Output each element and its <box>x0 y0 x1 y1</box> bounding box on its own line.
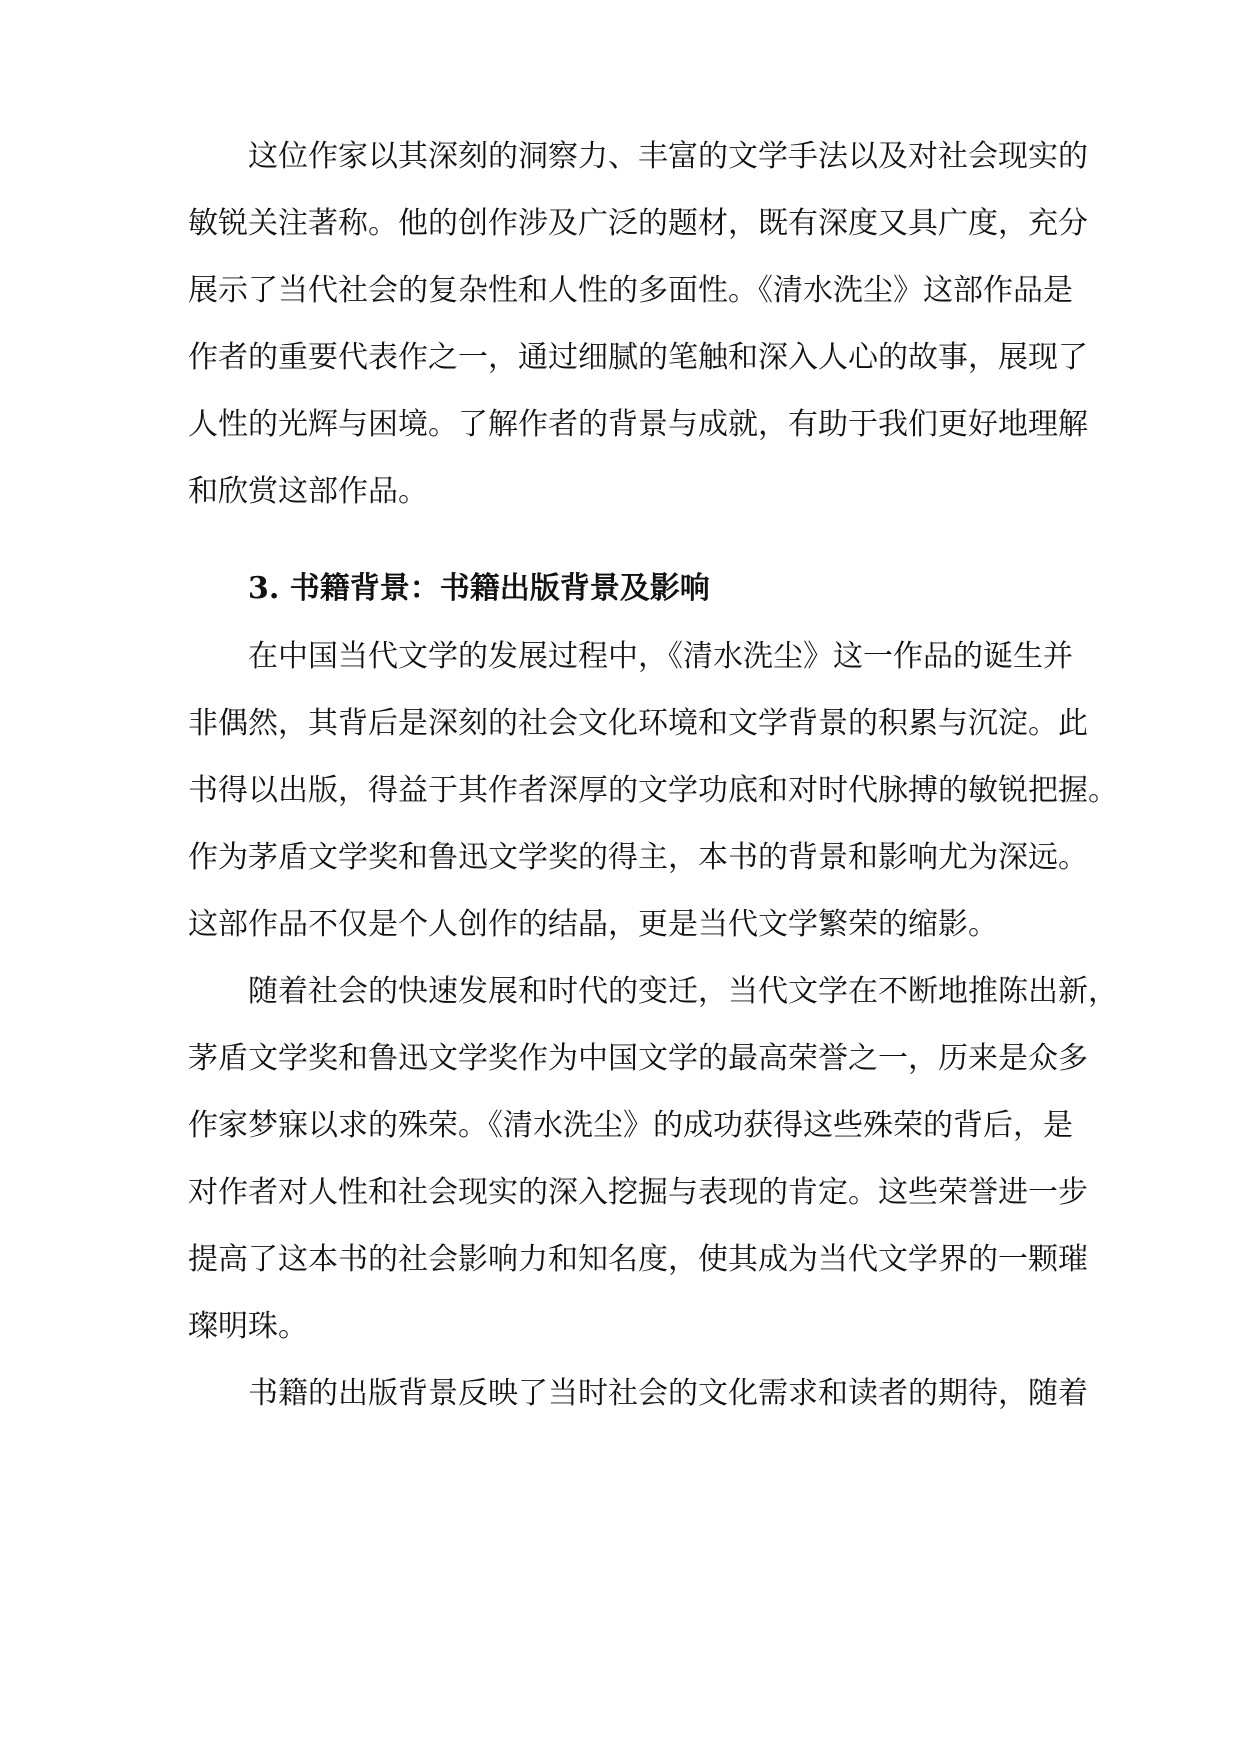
text-line: 人性的光辉与困境。了解作者的背景与成就，有助于我们更好地理解 <box>188 407 1088 442</box>
text-line: 提高了这本书的社会影响力和知名度，使其成为当代文学界的一颗璀 <box>188 1242 1088 1277</box>
text-line: 作家梦寐以求的殊荣。《清水洗尘》的成功获得这些殊荣的背后，是 <box>188 1108 1073 1143</box>
text-line: 展示了当代社会的复杂性和人性的多面性。《清水洗尘》这部作品是 <box>188 273 1073 308</box>
text-line: 对作者对人性和社会现实的深入挖掘与表现的肯定。这些荣誉进一步 <box>188 1175 1088 1210</box>
text-line: 这部作品不仅是个人创作的结晶，更是当代文学繁荣的缩影。 <box>188 907 998 942</box>
text-line: 璨明珠。 <box>188 1309 308 1344</box>
text-line: 在中国当代文学的发展过程中，《清水洗尘》这一作品的诞生并 <box>248 639 1073 674</box>
text-line: 书得以出版，得益于其作者深厚的文学功底和对时代脉搏的敏锐把握。 <box>188 773 1118 808</box>
text-line: 随着社会的快速发展和时代的变迁，当代文学在不断地推陈出新， <box>248 974 1118 1009</box>
text-line: 和欣赏这部作品。 <box>188 474 428 509</box>
text-line: 敏锐关注著称。他的创作涉及广泛的题材，既有深度又具广度，充分 <box>188 206 1088 241</box>
text-line: 这位作家以其深刻的洞察力、丰富的文学手法以及对社会现实的 <box>248 139 1088 174</box>
text-line: 非偶然，其背后是深刻的社会文化环境和文学背景的积累与沉淀。此 <box>188 706 1088 741</box>
text-line: 作者的重要代表作之一，通过细腻的笔触和深入人心的故事，展现了 <box>188 340 1088 375</box>
section-heading: 3. 书籍背景：书籍出版背景及影响 <box>248 571 710 606</box>
text-line: 作为茅盾文学奖和鲁迅文学奖的得主，本书的背景和影响尤为深远。 <box>188 840 1088 875</box>
text-line: 茅盾文学奖和鲁迅文学奖作为中国文学的最高荣誉之一，历来是众多 <box>188 1041 1088 1076</box>
text-line: 书籍的出版背景反映了当时社会的文化需求和读者的期待，随着 <box>248 1376 1088 1411</box>
